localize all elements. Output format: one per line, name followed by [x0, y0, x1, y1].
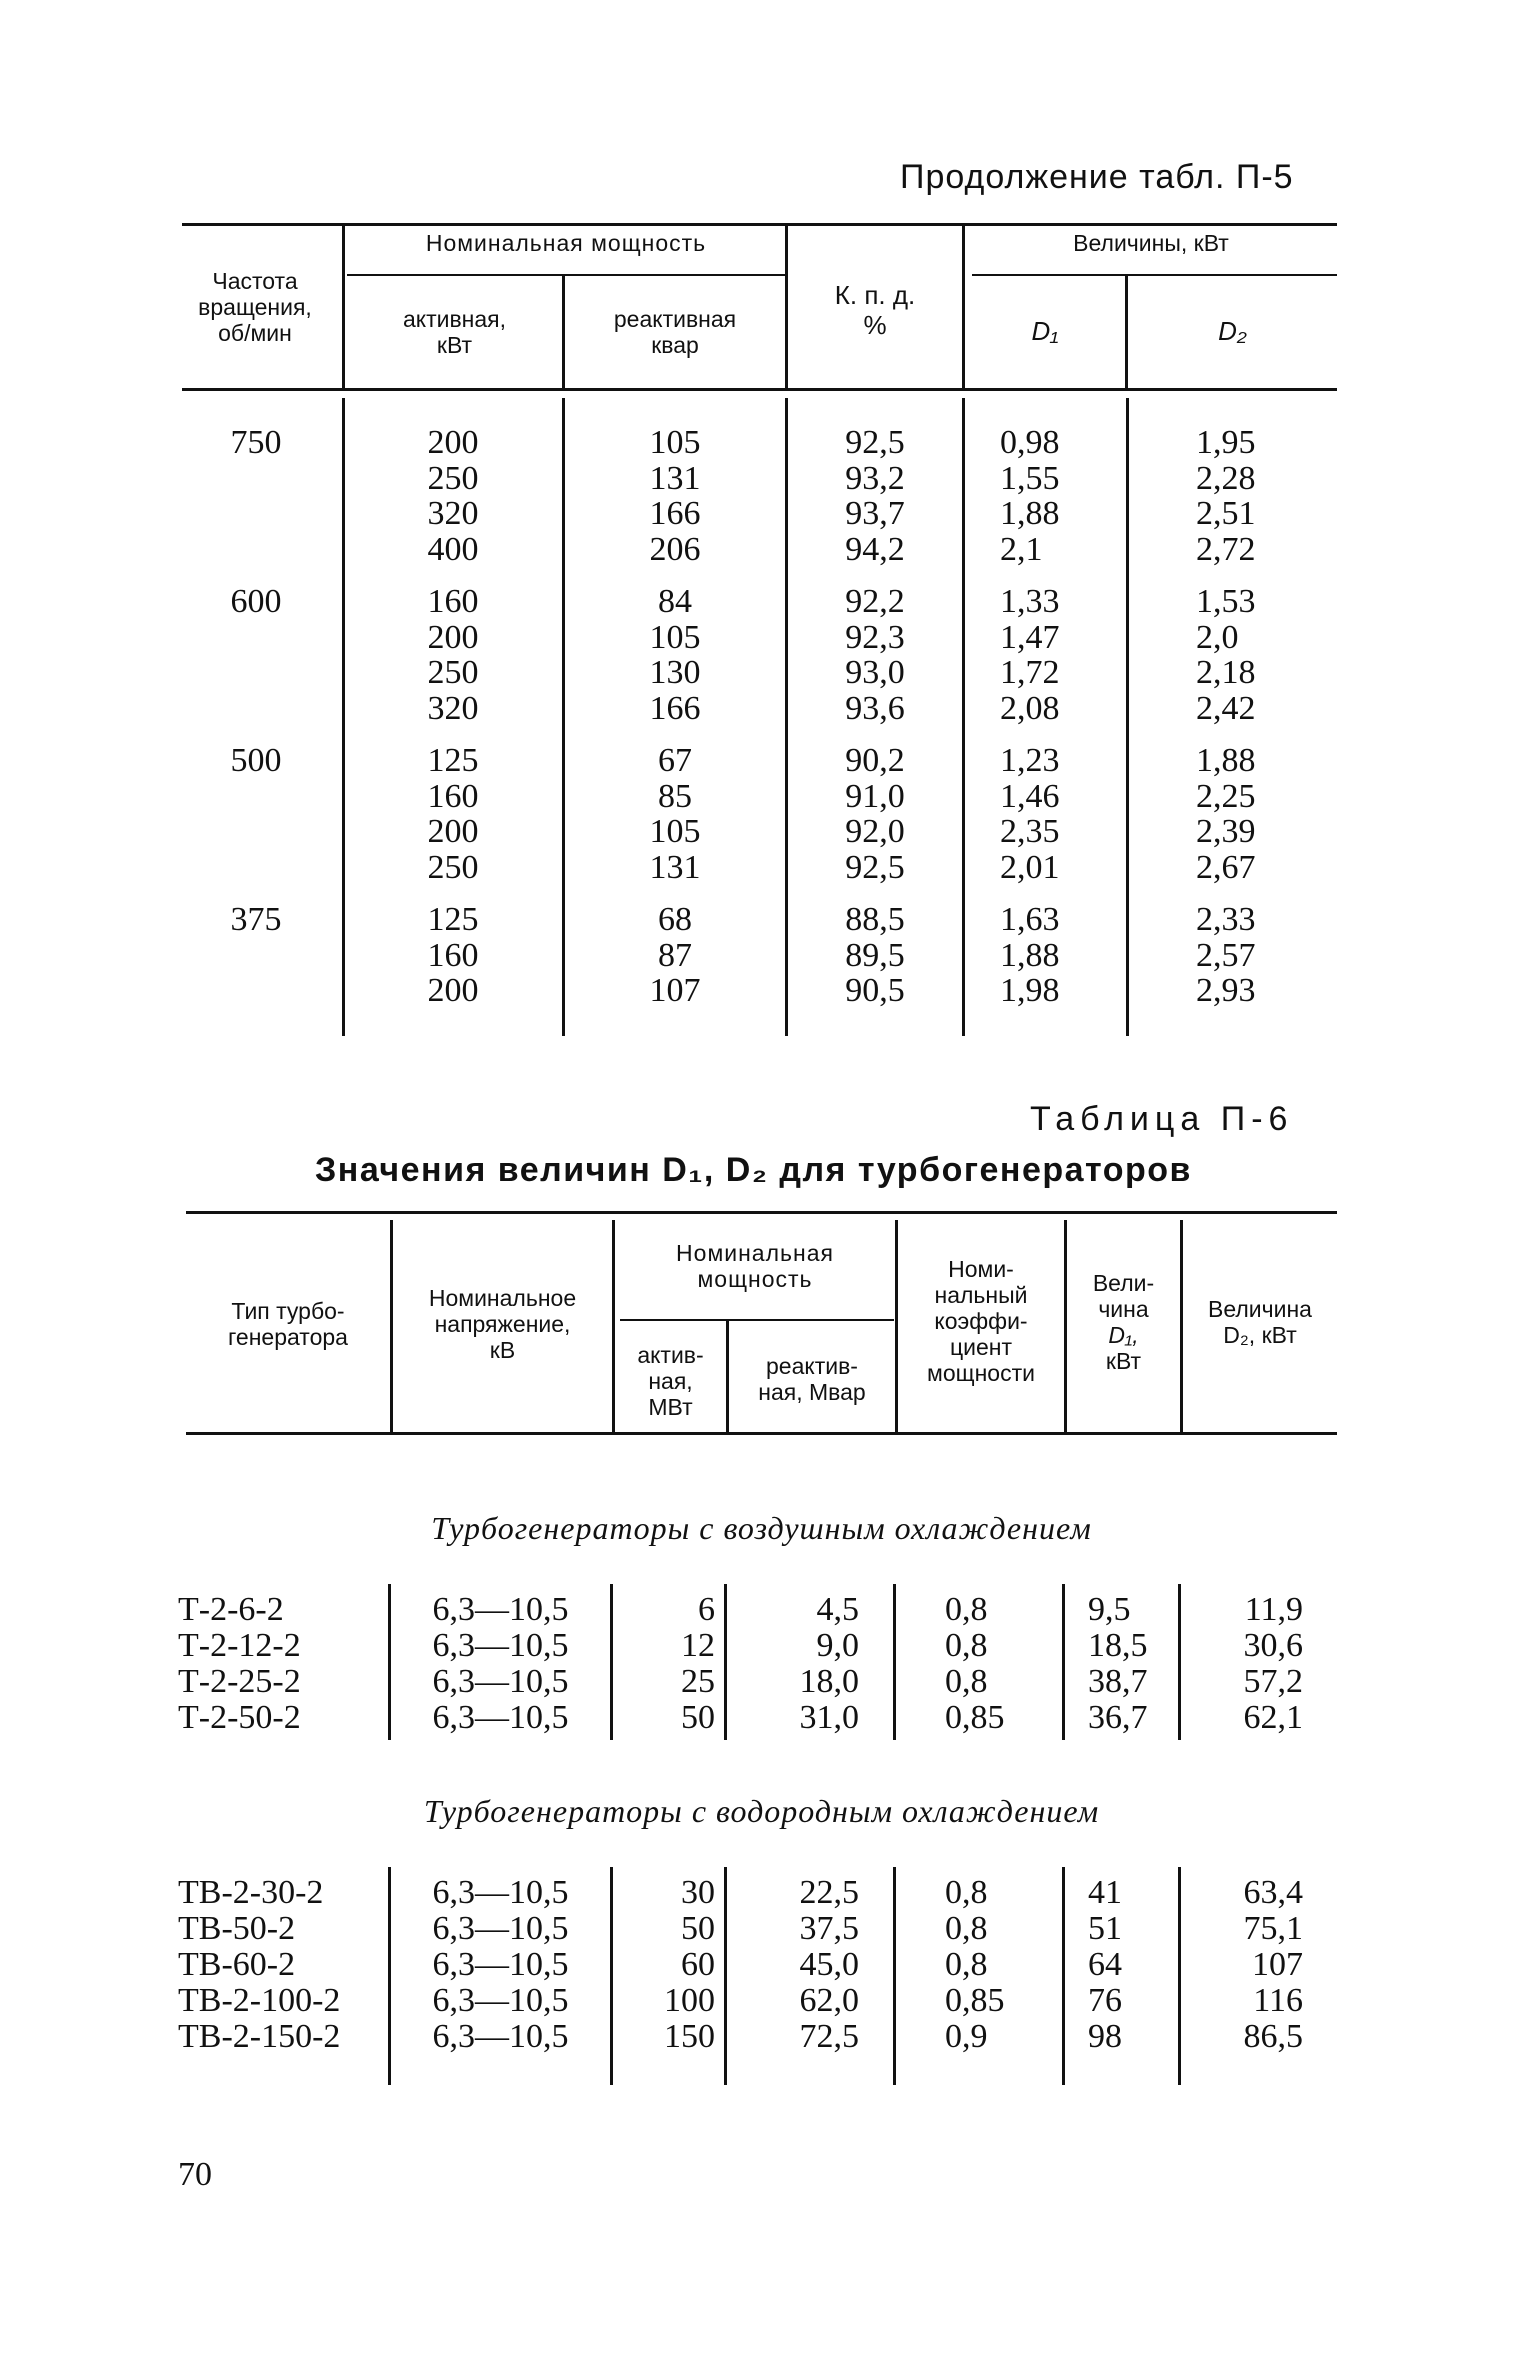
cell-reactive: 84 [658, 583, 692, 620]
table-p5-top-rule [182, 223, 1337, 226]
cell-efficiency: 92,2 [845, 583, 905, 620]
table-p6-vline [893, 1867, 896, 2085]
cell-d1: 1,63 [1000, 901, 1060, 938]
cell-speed: 500 [230, 742, 282, 779]
header-d1: D₁ [1031, 316, 1059, 346]
cell-active: 250 [427, 459, 479, 497]
page-number: 70 [178, 2156, 212, 2193]
table-p6-vline [388, 1584, 391, 1740]
table-p6-vline [1178, 1867, 1181, 2085]
cell-active: 200 [427, 618, 479, 656]
header-nominal-power: Номинальная мощность [676, 1240, 834, 1292]
table-p5-caption: Продолжение табл. П-5 [900, 158, 1294, 196]
cell-voltage: 6,3—10,5 [432, 1874, 569, 1911]
cell-efficiency: 93,0 [845, 654, 905, 691]
table-p6-vline [1178, 1584, 1181, 1740]
cell-d2: 2,39 [1196, 813, 1256, 850]
cell-power-factor: 0,8 [945, 1627, 988, 1664]
cell-active: 200 [427, 813, 479, 850]
cell-type: Т-2-6-2 [178, 1591, 284, 1628]
table-p6-title: Значения величин D₁, D₂ для турбогенераторов [315, 1151, 1192, 1189]
table-p6-sub-rule-power [620, 1319, 894, 1321]
cell-efficiency: 92,5 [845, 424, 905, 461]
cell-power-factor: 0,9 [945, 2018, 988, 2055]
cell-active: 100 [664, 1982, 715, 2019]
cell-d1: 2,08 [1000, 689, 1060, 727]
cell-reactive: 85 [658, 777, 692, 815]
table-p6-label: Таблица П-6 [1030, 1100, 1294, 1138]
header-power-factor: Номи- нальный коэффи- циент мощности [927, 1256, 1035, 1386]
cell-reactive: 72,5 [799, 2018, 859, 2055]
cell-power-factor: 0,85 [945, 1982, 1005, 2019]
cell-efficiency: 92,0 [845, 813, 905, 850]
cell-d1: 0,98 [1000, 424, 1060, 461]
cell-d1: 1,47 [1000, 618, 1060, 656]
cell-d2: 2,93 [1196, 972, 1256, 1009]
cell-d2: 116 [1253, 1982, 1303, 2019]
cell-reactive: 31,0 [799, 1699, 859, 1736]
cell-active: 160 [427, 777, 479, 815]
cell-d1: 1,23 [1000, 742, 1060, 779]
header-d2: D₂ [1218, 316, 1247, 346]
cell-efficiency: 91,0 [845, 777, 905, 815]
header-active: активная, кВт [402, 306, 507, 358]
cell-reactive: 206 [649, 530, 701, 568]
cell-d2: 2,28 [1196, 459, 1256, 497]
cell-efficiency: 93,6 [845, 689, 905, 727]
cell-active: 50 [681, 1699, 715, 1736]
cell-active: 160 [427, 936, 479, 974]
cell-d1: 38,7 [1088, 1663, 1148, 1700]
table-p6-vline [724, 1867, 727, 2085]
cell-active: 200 [427, 424, 479, 461]
header-nominal-power: Номинальная мощность [425, 230, 707, 256]
cell-active: 160 [427, 583, 479, 620]
table-p5-vline [962, 398, 965, 1036]
cell-d1: 36,7 [1088, 1699, 1148, 1736]
cell-reactive: 105 [649, 813, 701, 850]
cell-active: 30 [681, 1874, 715, 1911]
cell-efficiency: 93,2 [845, 459, 905, 497]
cell-d1: 76 [1088, 1982, 1122, 2019]
table-p6-vline [610, 1584, 613, 1740]
cell-active: 250 [427, 654, 479, 691]
cell-d1: 64 [1088, 1946, 1122, 1983]
cell-efficiency: 94,2 [845, 530, 905, 568]
cell-active: 320 [427, 689, 479, 727]
table-p6-vline [1062, 1584, 1065, 1740]
cell-d2: 2,51 [1196, 495, 1256, 532]
cell-active: 200 [427, 972, 479, 1009]
table-p6-vline [610, 1867, 613, 2085]
cell-d1: 1,88 [1000, 936, 1060, 974]
table-p5-sub-rule-power [347, 274, 785, 276]
cell-active: 50 [681, 1910, 715, 1947]
cell-reactive: 22,5 [799, 1874, 859, 1911]
header-values: Величины, кВт [1073, 230, 1229, 256]
cell-speed: 375 [230, 901, 282, 938]
cell-d2: 2,18 [1196, 654, 1256, 691]
cell-d1: 1,33 [1000, 583, 1060, 620]
cell-active: 25 [681, 1663, 715, 1700]
cell-voltage: 6,3—10,5 [432, 2018, 569, 2055]
cell-type: Т-2-25-2 [178, 1663, 301, 1700]
cell-d2: 2,25 [1196, 777, 1256, 815]
cell-power-factor: 0,8 [945, 1663, 988, 1700]
table-p5-vline [1126, 398, 1129, 1036]
cell-active: 6 [698, 1591, 715, 1628]
cell-efficiency: 89,5 [845, 936, 905, 974]
table-p5-vline [342, 398, 345, 1036]
cell-d2: 62,1 [1243, 1699, 1303, 1736]
cell-d2: 57,2 [1243, 1663, 1303, 1700]
cell-type: Т-2-50-2 [178, 1699, 301, 1736]
cell-voltage: 6,3—10,5 [432, 1910, 569, 1947]
cell-d1: 51 [1088, 1910, 1122, 1947]
cell-reactive: 68 [658, 901, 692, 938]
cell-d2: 1,53 [1196, 583, 1256, 620]
cell-voltage: 6,3—10,5 [432, 1982, 569, 2019]
cell-voltage: 6,3—10,5 [432, 1591, 569, 1628]
cell-power-factor: 0,85 [945, 1699, 1005, 1736]
cell-d1: 9,5 [1088, 1591, 1131, 1628]
cell-d2: 2,72 [1196, 530, 1256, 568]
cell-speed: 600 [230, 583, 282, 620]
cell-d2: 86,5 [1243, 2018, 1303, 2055]
cell-voltage: 6,3—10,5 [432, 1946, 569, 1983]
cell-active: 60 [681, 1946, 715, 1983]
cell-type: Т-2-12-2 [178, 1627, 301, 1664]
cell-d2: 107 [1252, 1946, 1303, 1983]
cell-d1: 1,46 [1000, 777, 1060, 815]
cell-type: ТВ-2-30-2 [178, 1874, 324, 1911]
cell-active: 320 [427, 495, 479, 532]
cell-efficiency: 92,3 [845, 618, 905, 656]
cell-reactive: 45,0 [799, 1946, 859, 1983]
cell-d2: 1,88 [1196, 742, 1256, 779]
header-d2: Величина D₂, кВт [1208, 1296, 1312, 1348]
cell-reactive: 67 [658, 742, 692, 779]
header-speed: Частота вращения, об/мин [198, 268, 312, 346]
cell-d2: 63,4 [1243, 1874, 1303, 1911]
cell-voltage: 6,3—10,5 [432, 1663, 569, 1700]
cell-reactive: 166 [649, 495, 701, 532]
cell-reactive: 9,0 [816, 1627, 859, 1664]
cell-reactive: 166 [649, 689, 701, 727]
cell-power-factor: 0,8 [945, 1946, 988, 1983]
header-voltage: Номинальное напряжение, кВ [428, 1285, 577, 1363]
cell-reactive: 131 [649, 848, 701, 886]
cell-type: ТВ-50-2 [178, 1910, 296, 1947]
cell-d2: 2,0 [1196, 618, 1239, 656]
cell-voltage: 6,3—10,5 [432, 1699, 569, 1736]
header-efficiency: К. п. д. % [834, 280, 916, 340]
section-hydrogen-title: Турбогенераторы с водородным охлаждением [423, 1793, 1100, 1829]
header-reactive: реактивная квар [613, 306, 737, 358]
cell-reactive: 105 [649, 424, 701, 461]
cell-efficiency: 88,5 [845, 901, 905, 938]
cell-d2: 2,67 [1196, 848, 1256, 886]
header-active: актив- ная, МВт [637, 1342, 704, 1420]
cell-d1: 2,1 [1000, 530, 1043, 568]
cell-power-factor: 0,8 [945, 1910, 988, 1947]
table-p6-top-rule [186, 1211, 1337, 1214]
cell-d2: 75,1 [1243, 1910, 1303, 1947]
cell-reactive: 131 [649, 459, 701, 497]
cell-power-factor: 0,8 [945, 1591, 988, 1628]
cell-d1: 1,72 [1000, 654, 1060, 691]
table-p6-vline [388, 1867, 391, 2085]
cell-efficiency: 90,5 [845, 972, 905, 1009]
cell-voltage: 6,3—10,5 [432, 1627, 569, 1664]
header-type: Тип турбо- генератора [228, 1298, 348, 1350]
cell-speed: 750 [230, 424, 282, 461]
cell-type: ТВ-2-150-2 [178, 2018, 341, 2055]
cell-d1: 98 [1088, 2018, 1122, 2055]
cell-d1: 2,01 [1000, 848, 1060, 886]
cell-d1: 1,55 [1000, 459, 1060, 497]
cell-d2: 30,6 [1243, 1627, 1303, 1664]
cell-reactive: 105 [649, 618, 701, 656]
cell-reactive: 87 [658, 936, 692, 974]
cell-active: 125 [427, 742, 479, 779]
cell-d2: 2,33 [1196, 901, 1256, 938]
cell-reactive: 107 [649, 972, 701, 1009]
table-p6-vline [1062, 1867, 1065, 2085]
cell-d1: 41 [1088, 1874, 1122, 1911]
cell-active: 150 [664, 2018, 715, 2055]
cell-d1: 1,88 [1000, 495, 1060, 532]
header-d1: Вели- чина D₁, кВт [1092, 1270, 1155, 1374]
cell-efficiency: 90,2 [845, 742, 905, 779]
cell-reactive: 18,0 [799, 1663, 859, 1700]
cell-reactive: 62,0 [799, 1982, 859, 2019]
cell-d1: 1,98 [1000, 972, 1060, 1009]
cell-d2: 11,9 [1244, 1591, 1303, 1628]
cell-active: 125 [427, 901, 479, 938]
cell-d1: 2,35 [1000, 813, 1060, 850]
cell-type: ТВ-60-2 [178, 1946, 296, 1983]
cell-reactive: 4,5 [816, 1591, 859, 1628]
cell-d2: 1,95 [1196, 424, 1256, 461]
cell-active: 12 [681, 1627, 715, 1664]
table-p6-vline [724, 1584, 727, 1740]
cell-efficiency: 92,5 [845, 848, 905, 886]
table-p5-vline [785, 398, 788, 1036]
table-p5-header-rule [182, 388, 1337, 391]
table-p5-sub-rule-values [972, 274, 1337, 276]
section-air-title: Турбогенераторы с воздушным охлаждением [431, 1510, 1092, 1546]
header-reactive: реактив- ная, Мвар [758, 1353, 866, 1405]
cell-reactive: 37,5 [799, 1910, 859, 1947]
cell-active: 400 [427, 530, 479, 568]
cell-type: ТВ-2-100-2 [178, 1982, 341, 2019]
cell-power-factor: 0,8 [945, 1874, 988, 1911]
table-p6-header-rule [186, 1432, 1337, 1435]
table-p6-vline [893, 1584, 896, 1740]
cell-efficiency: 93,7 [845, 495, 905, 532]
cell-reactive: 130 [649, 654, 701, 691]
cell-d1: 18,5 [1088, 1627, 1148, 1664]
cell-d2: 2,57 [1196, 936, 1256, 974]
cell-d2: 2,42 [1196, 689, 1256, 727]
cell-active: 250 [427, 848, 479, 886]
